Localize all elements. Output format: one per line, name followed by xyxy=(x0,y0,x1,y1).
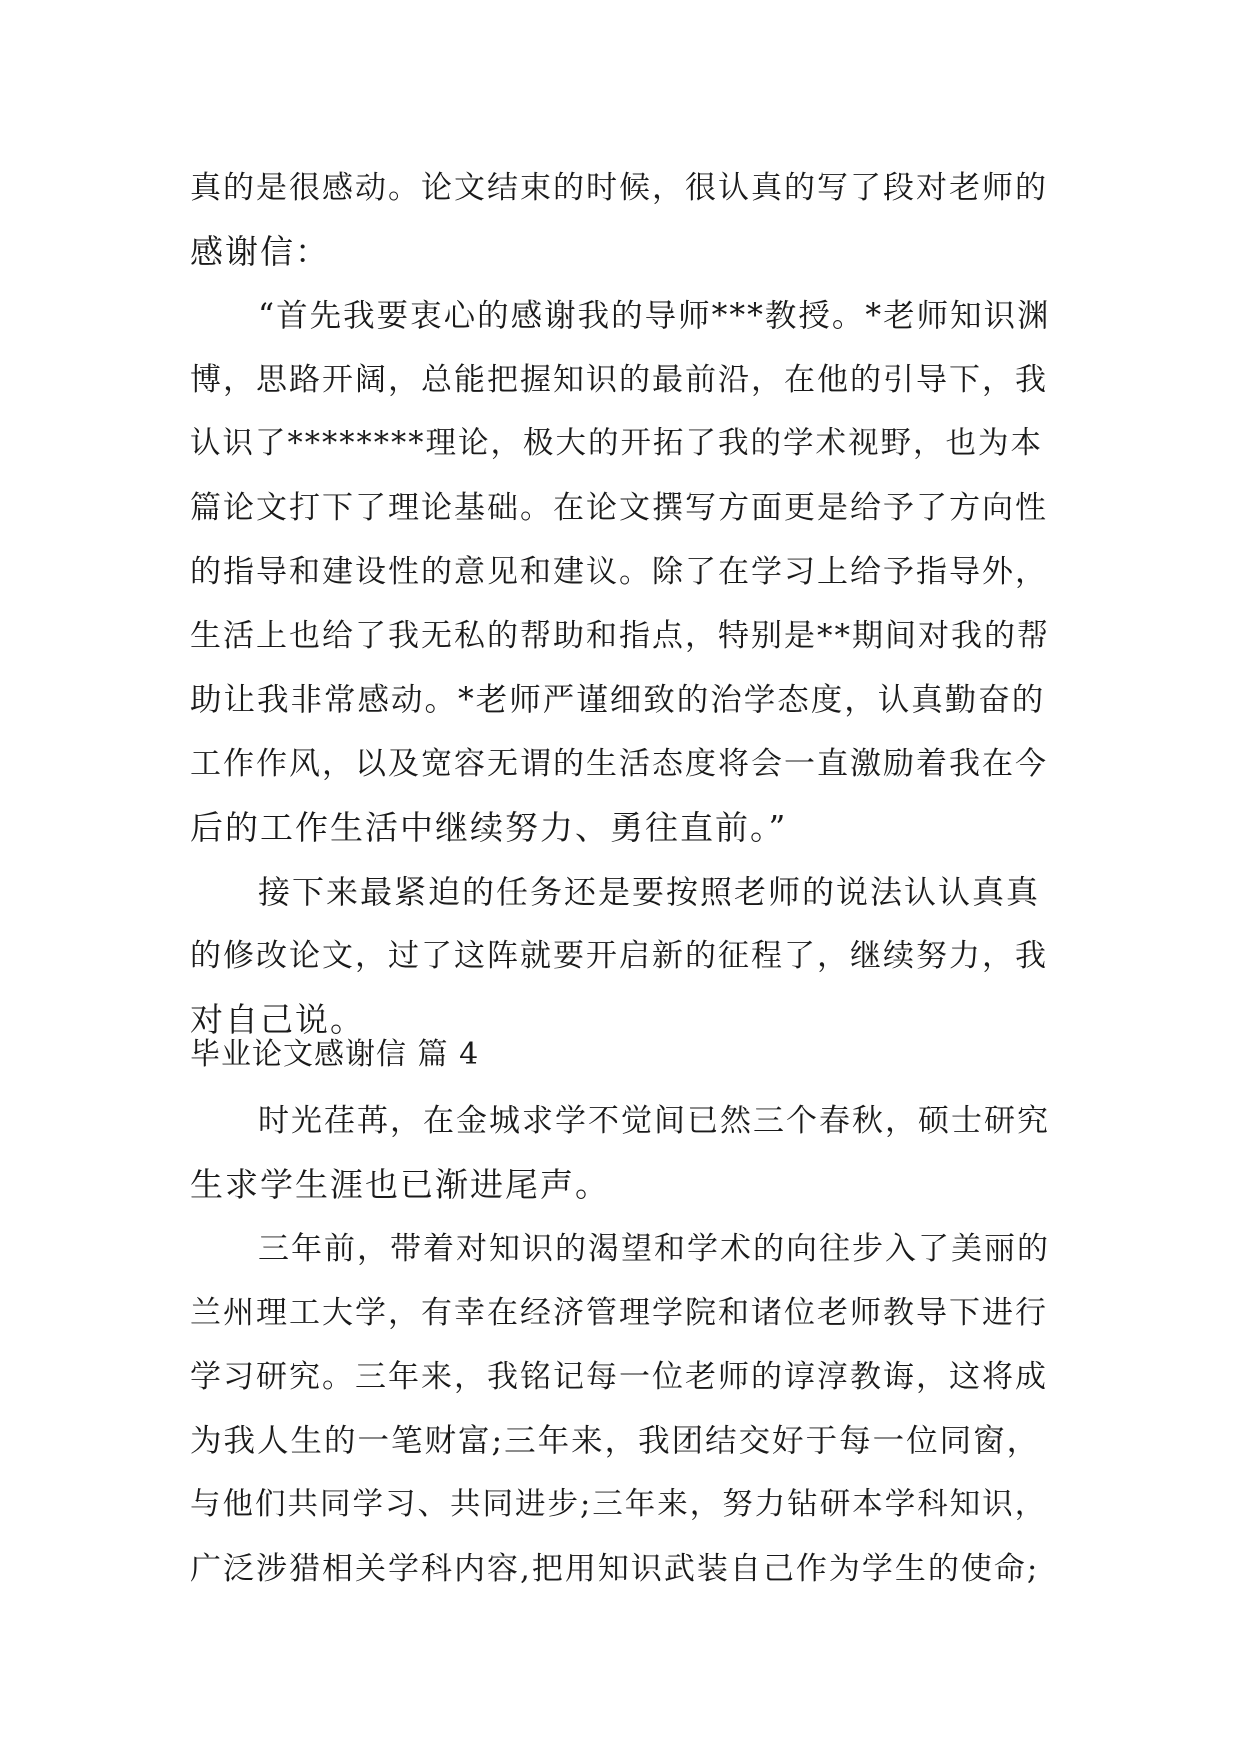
text-line: 三年前，带着对知识的渴望和学术的向往步入了美丽的 xyxy=(258,1231,1050,1267)
text-line: 感谢信： xyxy=(190,232,330,271)
text-line: 工作作风，以及宽容无谓的生活态度将会一直激励着我在今 xyxy=(190,746,1048,782)
text-line: 为我人生的一笔财富;三年来，我团结交好于每一位同窗， xyxy=(190,1423,1041,1459)
text-line: 广泛涉猎相关学科内容,把用知识武装自己作为学生的使命; xyxy=(190,1551,1040,1587)
text-line: 真的是很感动。论文结束的时候，很认真的写了段对老师的 xyxy=(190,170,1048,206)
text-line: 篇论文打下了理论基础。在论文撰写方面更是给予了方向性 xyxy=(190,490,1048,526)
body-text-section-1 xyxy=(190,156,1050,1052)
body-text-section-2 xyxy=(190,1089,1050,1601)
text-line: 后的工作生活中继续努力、勇往直前。” xyxy=(190,808,788,847)
text-line: 生活上也给了我无私的帮助和指点，特别是**期间对我的帮 xyxy=(190,618,1050,654)
text-line: 生求学生涯也已渐进尾声。 xyxy=(190,1165,610,1204)
text-line: 认识了********理论，极大的开拓了我的学术视野，也为本 xyxy=(190,426,1043,461)
text-line: 接下来最紧迫的任务还是要按照老师的说法认认真真 xyxy=(258,873,1041,911)
text-line: 时光荏苒，在金城求学不觉间已然三个春秋，硕士研究 xyxy=(258,1103,1050,1139)
text-line: 博，思路开阔，总能把握知识的最前沿，在他的引导下，我 xyxy=(190,362,1048,398)
section-heading: 毕业论文感谢信 篇 4 xyxy=(190,1037,480,1072)
text-line: 学习研究。三年来，我铭记每一位老师的谆淳教诲，这将成 xyxy=(190,1359,1048,1395)
text-line: 兰州理工大学，有幸在经济管理学院和诸位老师教导下进行 xyxy=(190,1295,1048,1331)
text-line: 的修改论文，过了这阵就要开启新的征程了，继续努力，我 xyxy=(190,938,1048,974)
text-line: 助让我非常感动。*老师严谨细致的治学态度，认真勤奋的 xyxy=(190,682,1046,718)
text-line: 的指导和建设性的意见和建议。除了在学习上给予指导外， xyxy=(190,554,1048,590)
text-line: “首先我要衷心的感谢我的导师***教授。*老师知识渊 xyxy=(258,298,1051,334)
text-line: 与他们共同学习、共同进步;三年来，努力钻研本学科知识， xyxy=(190,1487,1048,1522)
text-line: 对自己说。 xyxy=(190,1000,365,1039)
